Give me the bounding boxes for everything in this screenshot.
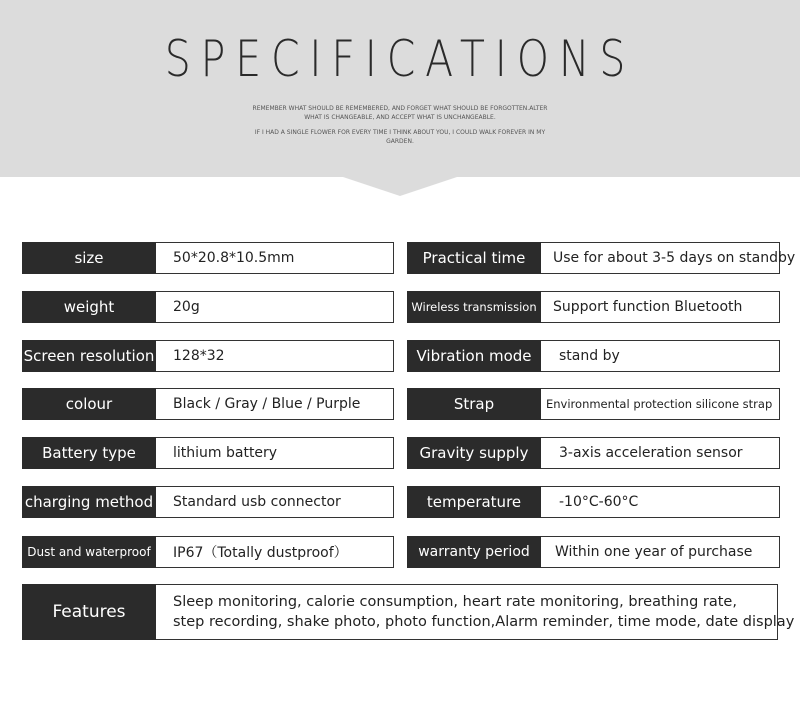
- spec-value: Within one year of purchase: [541, 536, 780, 568]
- spec-value: Environmental protection silicone strap: [541, 388, 780, 420]
- spec-value: Support function Bluetooth: [541, 291, 780, 323]
- spec-label: size: [22, 242, 156, 274]
- spec-row-weight: [22, 291, 394, 323]
- spec-row-charging-method: [22, 486, 394, 518]
- tagline-2-line-a: IF I HAD A SINGLE FLOWER FOR EVERY TIME I THINK ABOUT YOU, I COULD WALK FOREVER IN MY: [254, 129, 546, 136]
- tagline-1-line-a: REMEMBER WHAT SHOULD BE REMEMBERED, AND FORGET WHAT SHOULD BE FORGOTTEN.ALTER: [252, 105, 548, 112]
- spec-row-warranty-period: [407, 536, 780, 568]
- spec-value: stand by: [541, 340, 780, 372]
- spec-row-features: [22, 584, 795, 640]
- spec-label: Strap: [407, 388, 541, 420]
- spec-row-vibration-mode: [407, 340, 780, 372]
- header-banner: [0, 0, 800, 177]
- features-value: [156, 584, 795, 640]
- features-line-2: step recording, shake photo, photo function,Alarm reminder, time mode, date display: [173, 614, 795, 630]
- spec-row-battery-type: [22, 437, 394, 469]
- spec-value: Standard usb connector: [156, 486, 394, 518]
- spec-label: Practical time: [407, 242, 541, 274]
- spec-label: Wireless transmission: [407, 291, 541, 323]
- spec-row-colour: [22, 388, 394, 420]
- spec-label: Dust and waterproof: [22, 536, 156, 568]
- features-label: Features: [22, 584, 156, 640]
- spec-label: warranty period: [407, 536, 541, 568]
- spec-value: IP67（Totally dustproof）: [156, 536, 394, 568]
- spec-value: lithium battery: [156, 437, 394, 469]
- spec-row-gravity-supply: [407, 437, 780, 469]
- spec-label: charging method: [22, 486, 156, 518]
- spec-value: -10°C-60°C: [541, 486, 780, 518]
- spec-row-screen-resolution: [22, 340, 394, 372]
- tagline-1-line-b: WHAT IS CHANGEABLE, AND ACCEPT WHAT IS UNCHANGEABLE.: [304, 114, 496, 121]
- spec-row-practical-time: [407, 242, 796, 274]
- spec-value: 20g: [156, 291, 394, 323]
- spec-label: Battery type: [22, 437, 156, 469]
- tagline-2-line-b: GARDEN.: [386, 138, 414, 145]
- spec-row-strap: [407, 388, 780, 420]
- spec-label: Screen resolution: [22, 340, 156, 372]
- spec-value: Use for about 3-5 days on standby: [541, 242, 780, 274]
- tagline-1: [220, 104, 580, 122]
- spec-row-size: [22, 242, 394, 274]
- spec-row-temperature: [407, 486, 780, 518]
- header-banner-notch: [340, 176, 460, 196]
- page-title: SPECIFICATIONS: [164, 30, 636, 88]
- spec-label: weight: [22, 291, 156, 323]
- spec-label: Gravity supply: [407, 437, 541, 469]
- spec-label: temperature: [407, 486, 541, 518]
- spec-row-dust-waterproof: [22, 536, 394, 568]
- spec-value: Black / Gray / Blue / Purple: [156, 388, 394, 420]
- spec-value: 50*20.8*10.5mm: [156, 242, 394, 274]
- spec-label: Vibration mode: [407, 340, 541, 372]
- spec-row-wireless-transmission: [407, 291, 780, 323]
- tagline-2: [220, 128, 580, 146]
- spec-value: 128*32: [156, 340, 394, 372]
- spec-label: colour: [22, 388, 156, 420]
- spec-value: 3-axis acceleration sensor: [541, 437, 780, 469]
- features-line-1: Sleep monitoring, calorie consumption, heart rate monitoring, breathing rate,: [173, 594, 737, 610]
